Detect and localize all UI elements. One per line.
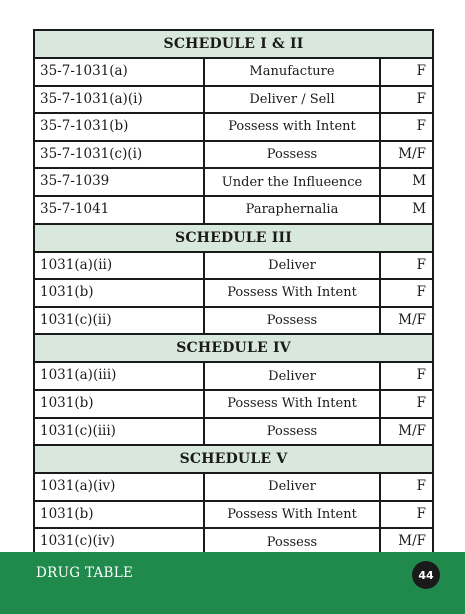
- classification-cell: M/F: [380, 418, 433, 446]
- classification-cell: M/F: [380, 307, 433, 335]
- statute-cell: 1031(b): [34, 390, 204, 418]
- drug-table-body: [34, 30, 433, 556]
- classification-cell: F: [380, 252, 433, 280]
- drug-table-container: [33, 29, 432, 557]
- statute-cell: 1031(c)(iv): [34, 528, 204, 556]
- table-row: [34, 113, 433, 141]
- offense-cell: Deliver: [204, 473, 380, 501]
- classification-cell: F: [380, 362, 433, 390]
- offense-cell: Possess with Intent: [204, 113, 380, 141]
- table-row: [34, 418, 433, 446]
- classification-cell: M/F: [380, 528, 433, 556]
- schedule-header-row: [34, 224, 433, 252]
- drug-table: [33, 29, 434, 557]
- table-row: [34, 362, 433, 390]
- statute-cell: 1031(b): [34, 279, 204, 307]
- offense-cell: Manufacture: [204, 58, 380, 86]
- table-row: [34, 501, 433, 529]
- schedule-header-row: [34, 30, 433, 58]
- classification-cell: F: [380, 86, 433, 114]
- classification-cell: F: [380, 279, 433, 307]
- offense-cell: Possess: [204, 528, 380, 556]
- statute-cell: 35-7-1031(a): [34, 58, 204, 86]
- statute-cell: 1031(c)(iii): [34, 418, 204, 446]
- classification-cell: F: [380, 501, 433, 529]
- offense-cell: Possess With Intent: [204, 279, 380, 307]
- offense-cell: Paraphernalia: [204, 196, 380, 224]
- offense-cell: Possess: [204, 418, 380, 446]
- schedule-header: SCHEDULE V: [34, 445, 433, 473]
- classification-cell: M: [380, 168, 433, 196]
- classification-cell: F: [380, 113, 433, 141]
- table-row: [34, 473, 433, 501]
- page-number-badge: 44: [412, 561, 440, 589]
- table-row: [34, 168, 433, 196]
- schedule-header: SCHEDULE IV: [34, 334, 433, 362]
- statute-cell: 1031(a)(iv): [34, 473, 204, 501]
- footer-title: DRUG TABLE: [36, 565, 134, 581]
- table-row: [34, 390, 433, 418]
- schedule-header-row: [34, 334, 433, 362]
- schedule-header: SCHEDULE I & II: [34, 30, 433, 58]
- table-row: [34, 279, 433, 307]
- statute-cell: 35-7-1031(c)(i): [34, 141, 204, 169]
- statute-cell: 1031(b): [34, 501, 204, 529]
- offense-cell: Under the Influeence: [204, 168, 380, 196]
- classification-cell: M: [380, 196, 433, 224]
- statute-cell: 1031(c)(ii): [34, 307, 204, 335]
- classification-cell: F: [380, 473, 433, 501]
- schedule-header: SCHEDULE III: [34, 224, 433, 252]
- classification-cell: M/F: [380, 141, 433, 169]
- statute-cell: 1031(a)(ii): [34, 252, 204, 280]
- classification-cell: F: [380, 390, 433, 418]
- table-row: [34, 86, 433, 114]
- statute-cell: 1031(a)(iii): [34, 362, 204, 390]
- offense-cell: Deliver: [204, 252, 380, 280]
- statute-cell: 35-7-1031(b): [34, 113, 204, 141]
- table-row: [34, 196, 433, 224]
- offense-cell: Possess: [204, 141, 380, 169]
- offense-cell: Possess With Intent: [204, 390, 380, 418]
- statute-cell: 35-7-1041: [34, 196, 204, 224]
- table-row: [34, 58, 433, 86]
- classification-cell: F: [380, 58, 433, 86]
- offense-cell: Possess With Intent: [204, 501, 380, 529]
- table-row: [34, 141, 433, 169]
- table-row: [34, 252, 433, 280]
- offense-cell: Deliver / Sell: [204, 86, 380, 114]
- table-row: [34, 307, 433, 335]
- statute-cell: 35-7-1039: [34, 168, 204, 196]
- page-footer: [0, 552, 465, 614]
- statute-cell: 35-7-1031(a)(i): [34, 86, 204, 114]
- offense-cell: Deliver: [204, 362, 380, 390]
- schedule-header-row: [34, 445, 433, 473]
- offense-cell: Possess: [204, 307, 380, 335]
